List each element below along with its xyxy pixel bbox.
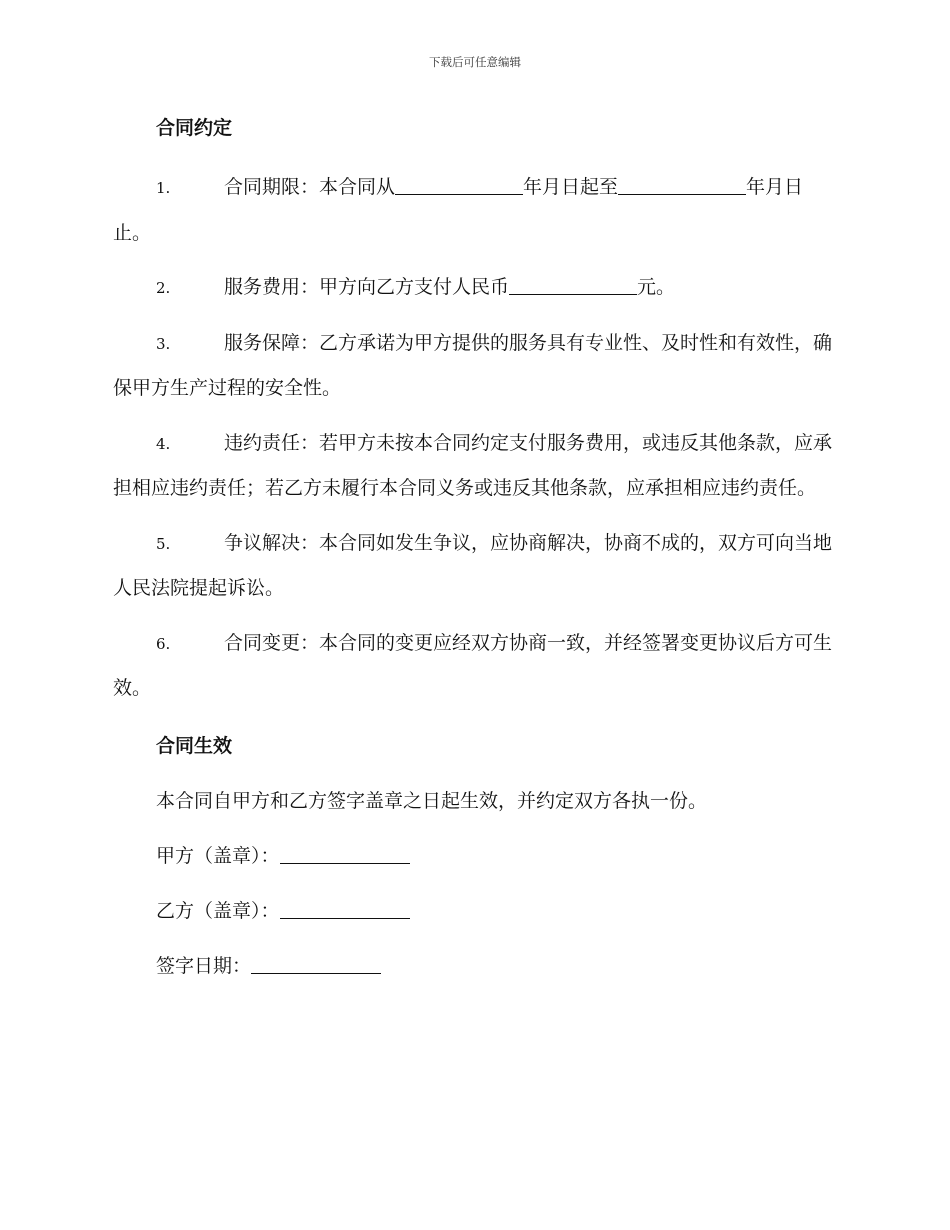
- clause-number: 2.: [156, 279, 171, 297]
- clause-term: [113, 165, 833, 255]
- clause-text: 年月日止。: [113, 176, 804, 244]
- clause-text: 服务费用：甲方向乙方支付人民币: [224, 276, 510, 298]
- sign-date-blank[interactable]: [251, 954, 381, 974]
- sign-date-label: 签字日期：: [156, 954, 252, 977]
- clause-change: [113, 621, 833, 711]
- party-b-seal-row: [156, 895, 833, 927]
- effect-statement: 本合同自甲方和乙方签字盖章之日起生效，并约定双方各执一份。: [156, 789, 708, 812]
- clause-dispute: [113, 521, 833, 611]
- party-b-seal-blank[interactable]: [280, 899, 410, 919]
- party-a-seal-row: [156, 840, 833, 872]
- clause-text: 元。: [637, 276, 676, 298]
- clause-number: 1.: [156, 179, 171, 197]
- clause-number: 3.: [156, 334, 171, 353]
- party-b-label: 乙方（盖章）：: [156, 899, 280, 922]
- clause-text: 服务保障：乙方承诺为甲方提供的服务具有专业性、及时性和有效性，确保甲方生产过程的安全性。: [113, 331, 833, 399]
- clause-text: 争议解决：本合同如发生争议，应协商解决，协商不成的，双方可向当地人民法院提起诉讼。: [113, 531, 833, 599]
- clause-number: 5.: [156, 534, 171, 553]
- clause-guarantee: [113, 321, 833, 411]
- clause-text: 年月日起至: [523, 176, 619, 198]
- start-date-blank[interactable]: [395, 175, 523, 195]
- clause-number: 6.: [156, 634, 171, 653]
- section-title-terms: 合同约定: [156, 117, 233, 139]
- clause-text: 违约责任：若甲方未按本合同约定支付服务费用，或违反其他条款，应承担相应违约责任；若乙方未履行本合同义务或违反其他条款，应承担相应违约责任。: [113, 431, 833, 499]
- sign-date-row: [156, 950, 833, 982]
- party-a-label: 甲方（盖章）：: [156, 844, 280, 867]
- page-header: 下载后可任意编辑: [429, 55, 521, 69]
- clause-number: 4.: [156, 434, 171, 453]
- clause-liability: [113, 421, 833, 511]
- section-title-effect: 合同生效: [156, 734, 233, 757]
- end-date-blank[interactable]: [618, 175, 746, 195]
- fee-amount-blank[interactable]: [509, 275, 637, 295]
- clause-text: 合同期限：本合同从: [224, 176, 396, 198]
- clause-fee: [113, 265, 833, 311]
- clause-text: 合同变更：本合同的变更应经双方协商一致，并经签署变更协议后方可生效。: [113, 631, 833, 699]
- document-body: [113, 112, 833, 982]
- party-a-seal-blank[interactable]: [280, 844, 410, 864]
